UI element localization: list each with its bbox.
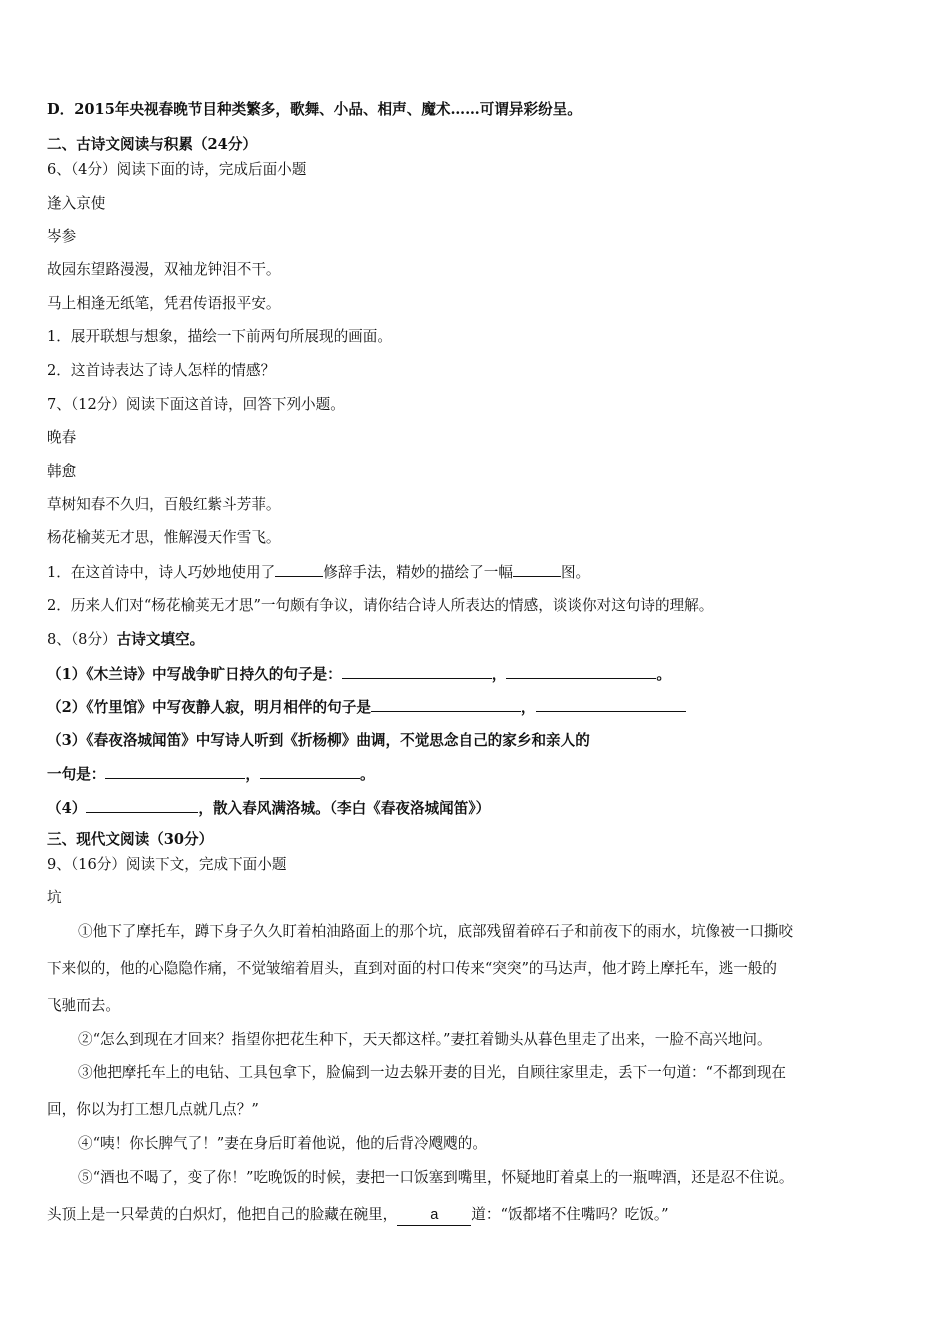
q9-para-5-text-a: 头顶上是一只晕黄的白炽灯，他把自己的脸藏在碗里， (47, 1206, 398, 1223)
q7-subquestion-1 (47, 562, 590, 583)
q7-poem-line-2: 杨花榆荚无才思，惟解漫天作雪飞。 (47, 529, 281, 546)
q9-para-2: ②“怎么到现在才回来？指望你把花生种下，天天都这样。”妻扛着锄头从暮色里走了出来，一脸不高兴地问。 (78, 1031, 772, 1048)
q8-item-1-comma: ， (491, 666, 507, 683)
q9-para-4: ④“咦！你长脾气了！”妻在身后盯着他说，他的后背冷飕飕的。 (78, 1135, 487, 1152)
q9-para-1-line-1: ①他下了摩托车，蹲下身子久久盯着柏油路面上的那个坑，底部残留着碎石子和前夜下的雨水，坑像被一口撕咬 (78, 923, 794, 940)
q7-blank-1[interactable] (275, 562, 323, 577)
q6-subquestion-1: 1．展开联想与想象，描绘一下前两句所展现的画面。 (47, 328, 392, 345)
q8-item-2-comma: ， (520, 699, 536, 716)
q8-item-1-period: 。 (656, 666, 671, 683)
q6-poem-line-2: 马上相逢无纸笔，凭君传语报平安。 (47, 295, 281, 312)
q8-item-1-text: （1）《木兰诗》中写战争旷日持久的句子是： (47, 666, 342, 683)
q7-poem-line-1: 草树知春不久归，百般红紫斗芳菲。 (47, 496, 281, 513)
q8-item-4-label: （4） (47, 800, 87, 817)
q9-heading: 9、（16分）阅读下文，完成下面小题 (47, 856, 287, 873)
q8-heading (47, 630, 204, 650)
section-3-title: 三、现代文阅读（30分） (47, 831, 214, 848)
q9-para-5-text-b: 道：“饭都堵不住嘴吗？吃饭。” (471, 1206, 669, 1223)
q7-blank-2[interactable] (513, 562, 561, 577)
q9-para-5-line-2 (47, 1205, 669, 1226)
q7-poem-title: 晚春 (47, 429, 77, 446)
q8-heading-title: 古诗文填空。 (116, 631, 205, 648)
q6-subquestion-2: 2．这首诗表达了诗人怎样的情感？ (47, 362, 276, 379)
q9-passage-title: 坑 (47, 889, 62, 906)
q8-item-3-period: 。 (360, 766, 375, 783)
q8-item-1 (47, 664, 671, 685)
q8-item-3-blank-1[interactable] (105, 764, 245, 779)
q8-item-3-text: 一句是： (47, 766, 106, 783)
q9-blank-a[interactable]: a (397, 1205, 471, 1226)
q9-para-3-line-1: ③他把摩托车上的电钻、工具包拿下，脸偏到一边去躲开妻的目光，自顾往家里走，丢下一句道：“不都到现在 (78, 1064, 786, 1081)
q8-item-1-blank-1[interactable] (342, 664, 492, 679)
q7-sub1-text-a: 1．在这首诗中，诗人巧妙地使用了 (47, 564, 276, 581)
q8-item-2-blank-2[interactable] (536, 697, 686, 712)
q8-item-3-comma: ， (245, 766, 260, 783)
q8-item-3-blank-2[interactable] (260, 764, 360, 779)
q6-poem-title: 逢入京使 (47, 195, 106, 212)
q8-item-3: （3）《春夜洛城闻笛》中写诗人听到《折杨柳》曲调，不觉思念自己的家乡和亲人的 (47, 732, 590, 749)
q7-sub1-text-c: 图。 (560, 564, 591, 581)
q8-item-4 (47, 798, 490, 819)
q8-item-2-blank-1[interactable] (371, 697, 521, 712)
q7-subquestion-2: 2．历来人们对“杨花榆荚无才思”一句颇有争议，请你结合诗人所表达的情感，谈谈你对这句诗的理解。 (47, 597, 714, 614)
q9-para-1-line-2: 下来似的，他的心隐隐作痛，不觉皱缩着眉头，直到对面的村口传来“突突”的马达声，他才跨上摩托车，逃一般的 (47, 960, 778, 977)
q8-heading-score: 8、（8分） (47, 631, 117, 648)
q6-poem-line-1: 故园东望路漫漫，双袖龙钟泪不干。 (47, 261, 281, 278)
q9-para-5-line-1: ⑤“酒也不喝了，变了你！”吃晚饭的时候，妻把一口饭塞到嘴里，怀疑地盯着桌上的一瓶啤酒，还是忍不住说。 (78, 1169, 794, 1186)
q8-item-4-blank[interactable] (86, 798, 198, 813)
q8-item-1-blank-2[interactable] (506, 664, 656, 679)
q9-para-1-line-3: 飞驰而去。 (47, 997, 120, 1014)
q7-sub1-text-b: 修辞手法，精妙的描绘了一幅 (323, 564, 513, 581)
q7-poem-author: 韩愈 (47, 463, 77, 480)
q8-item-2-text: （2）《竹里馆》中写夜静人寂，明月相伴的句子是 (47, 699, 371, 716)
q6-heading: 6、（4分）阅读下面的诗，完成后面小题 (47, 161, 307, 178)
section-2-title: 二、古诗文阅读与积累（24分） (47, 136, 258, 153)
option-d: D．2015年央视春晚节目种类繁多，歌舞、小品、相声、魔术……可谓异彩纷呈。 (47, 101, 582, 118)
q9-para-3-line-2: 回，你以为打工想几点就几点？” (47, 1101, 259, 1118)
q8-item-4-text: ，散入春风满洛城。（李白《春夜洛城闻笛》） (198, 800, 491, 817)
q8-item-3-cont (47, 764, 375, 785)
q7-heading: 7、（12分）阅读下面这首诗，回答下列小题。 (47, 396, 345, 413)
q6-poem-author: 岑参 (47, 228, 77, 245)
q8-item-2 (47, 697, 686, 718)
